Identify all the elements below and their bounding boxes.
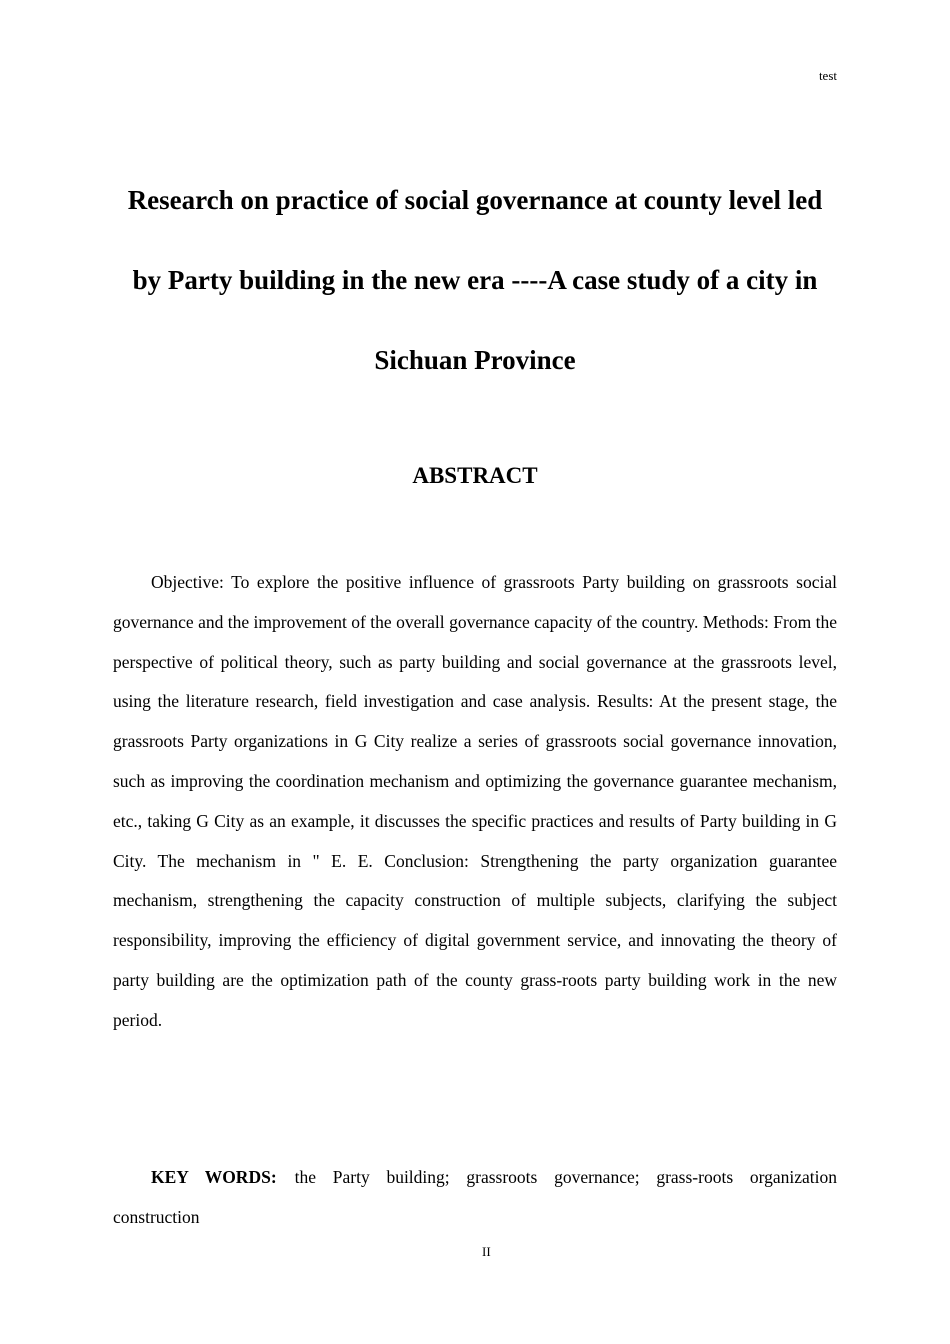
- keywords-text: the Party building; grassroots governance; grass-roots organization construction: [113, 1167, 838, 1227]
- running-header: test: [818, 68, 837, 83]
- abstract-heading: ABSTRACT: [412, 463, 538, 488]
- page-number: II: [482, 1244, 491, 1259]
- document-title: Research on practice of social governance at county level led by Party building in the new era ----A case study of a city in Sichuan Province: [127, 185, 823, 375]
- keywords-label: KEY WORDS:: [151, 1167, 277, 1187]
- keywords-paragraph: [113, 1157, 837, 1237]
- abstract-body: Objective: To explore the positive influence of grassroots Party building on grassroots social governance and the improvement of the overall governance capacity of the country. Methods: From the perspective of political theory, such as party building and social governance at the grassroots level, using the literature research, field investigation and case analysis. Results: At the present stage, the grassroots Party organizations in G City realize a series of grassroots social governance innovation, such as improving the coordination mechanism and optimizing the governance guarantee mechanism, etc., taking G City as an example, it discusses the specific practices and results of Party building in G City. The mechanism in " E. E. Conclusion: Strengthening the party organization guarantee mechanism, strengthening the capacity construction of multiple subjects, clarifying the subject responsibility, improving the efficiency of digital government service, and innovating the theory of party building are the optimization path of the county grass-roots party building work in the new period.: [113, 572, 837, 1030]
